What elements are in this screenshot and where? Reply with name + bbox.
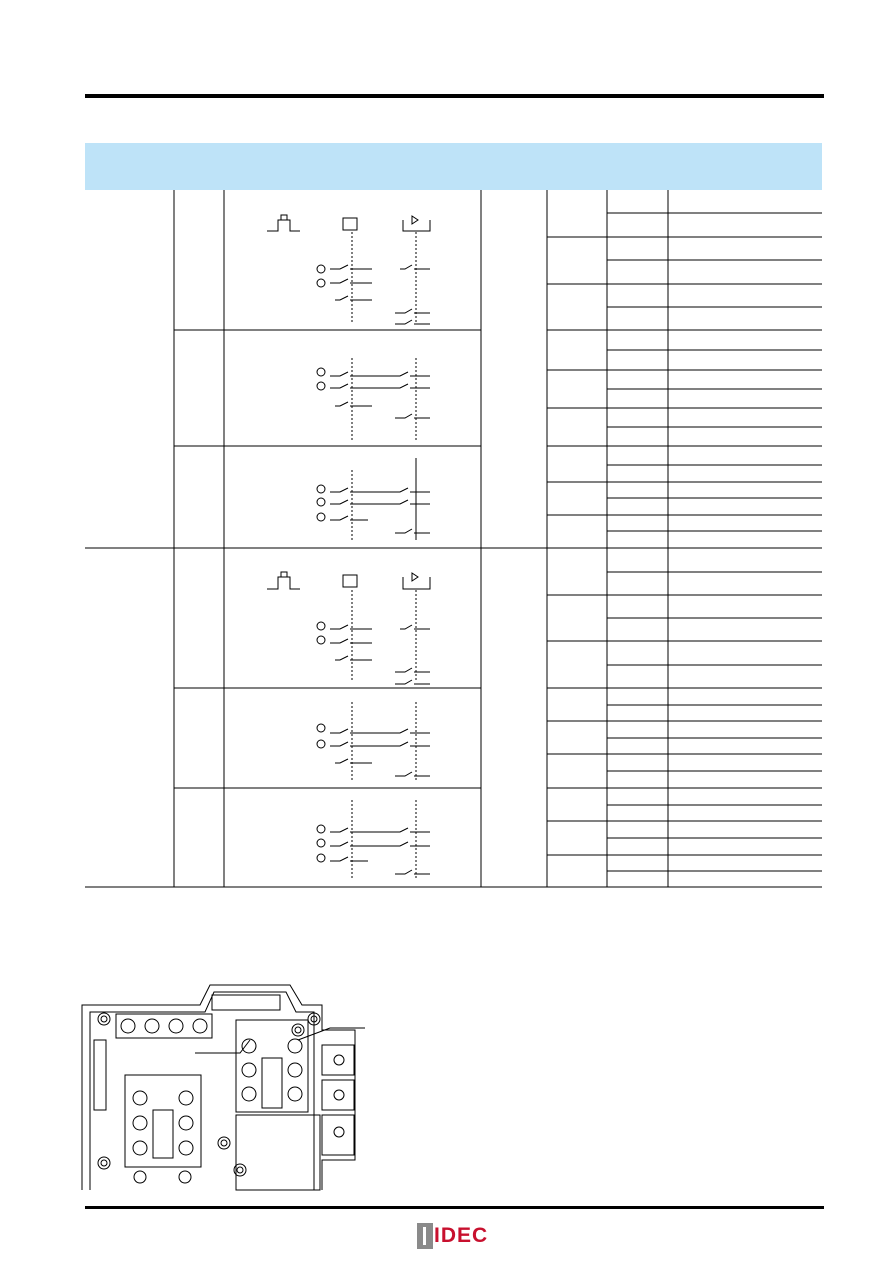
bottom-rule	[85, 1206, 824, 1209]
contact-diagram-5	[317, 702, 430, 782]
table-grid	[85, 190, 822, 887]
logo-mark-icon	[417, 1223, 433, 1249]
contact-diagram-6	[317, 800, 430, 880]
terminal-block-drawing	[82, 985, 365, 1190]
contact-diagram-1	[267, 215, 430, 324]
contact-diagram-2	[317, 358, 430, 440]
contact-diagram-4	[267, 572, 430, 684]
idec-logo	[417, 1223, 488, 1249]
contact-diagram-3	[317, 458, 430, 540]
logo-text: IDEC	[434, 1224, 489, 1247]
